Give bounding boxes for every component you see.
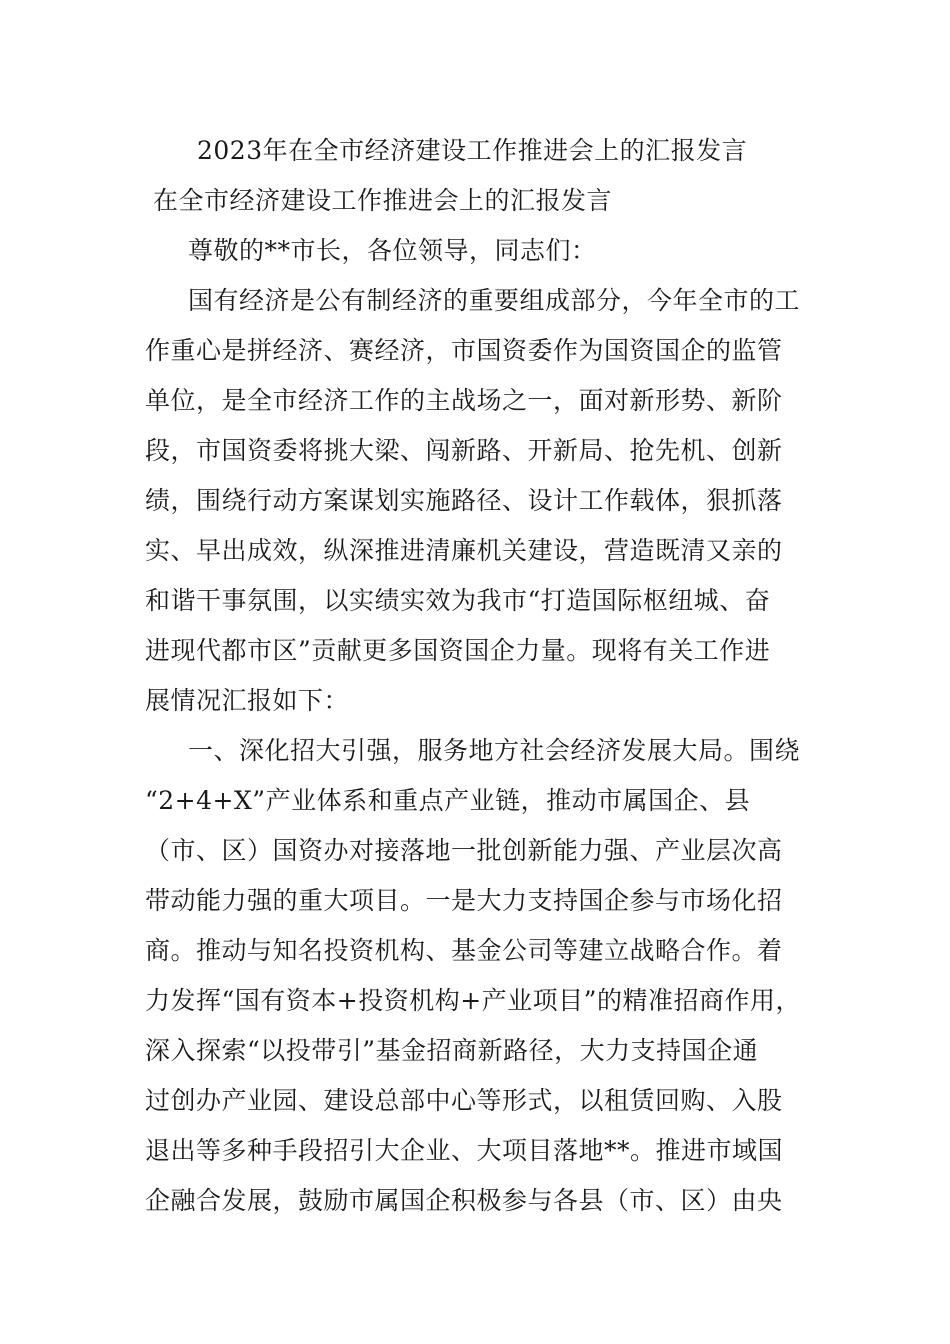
- paragraph-line: 作重心是拼经济、赛经济，市国资委作为国资国企的监管: [145, 336, 783, 365]
- paragraph-line: 力发挥“国有资本+投资机构+产业项目”的精准招商作用，: [145, 986, 801, 1015]
- paragraph-line: 国有经济是公有制经济的重要组成部分，今年全市的工: [188, 286, 801, 315]
- paragraph-line: 企融合发展，鼓励市属国企积极参与各县（市、区）由央: [145, 1186, 783, 1215]
- paragraph-line: 过创办产业园、建设总部中心等形式，以租赁回购、入股: [145, 1086, 783, 1115]
- paragraph-line: 带动能力强的重大项目。一是大力支持国企参与市场化招: [145, 886, 783, 915]
- paragraph-line: 实、早出成效，纵深推进清廉机关建设，营造既清又亲的: [145, 536, 783, 565]
- paragraph-line: 商。推动与知名投资机构、基金公司等建立战略合作。着: [145, 936, 783, 965]
- paragraph-line: 绩，围绕行动方案谋划实施路径、设计工作载体，狠抓落: [145, 486, 783, 515]
- paragraph-line: 一、深化招大引强，服务地方社会经济发展大局。围绕: [188, 736, 801, 765]
- paragraph-line: 和谐干事氛围，以实绩实效为我市“打造国际枢纽城、奋: [145, 586, 771, 615]
- paragraph-line: 单位，是全市经济工作的主战场之一，面对新形势、新阶: [145, 386, 783, 415]
- salutation: 尊敬的**市长，各位领导，同志们：: [188, 236, 597, 265]
- paragraph-line: 退出等多种手段招引大企业、大项目落地**。推进市域国: [145, 1136, 784, 1165]
- paragraph-line: 展情况汇报如下：: [145, 686, 350, 715]
- paragraph-line: 深入探索“以投带引”基金招商新路径，大力支持国企通: [145, 1036, 759, 1065]
- paragraph-line: 进现代都市区”贡献更多国资国企力量。现将有关工作进: [145, 636, 771, 665]
- paragraph-line: （市、区）国资办对接落地一批创新能力强、产业层次高: [145, 836, 783, 865]
- paragraph-line: 段，市国资委将挑大梁、闯新路、开新局、抢先机、创新: [145, 436, 783, 465]
- document-title: 2023年在全市经济建设工作推进会上的汇报发言: [197, 136, 748, 165]
- paragraph-line: “2+4+X”产业体系和重点产业链，推动市属国企、县: [145, 786, 751, 815]
- document-subtitle: 在全市经济建设工作推进会上的汇报发言: [153, 186, 613, 215]
